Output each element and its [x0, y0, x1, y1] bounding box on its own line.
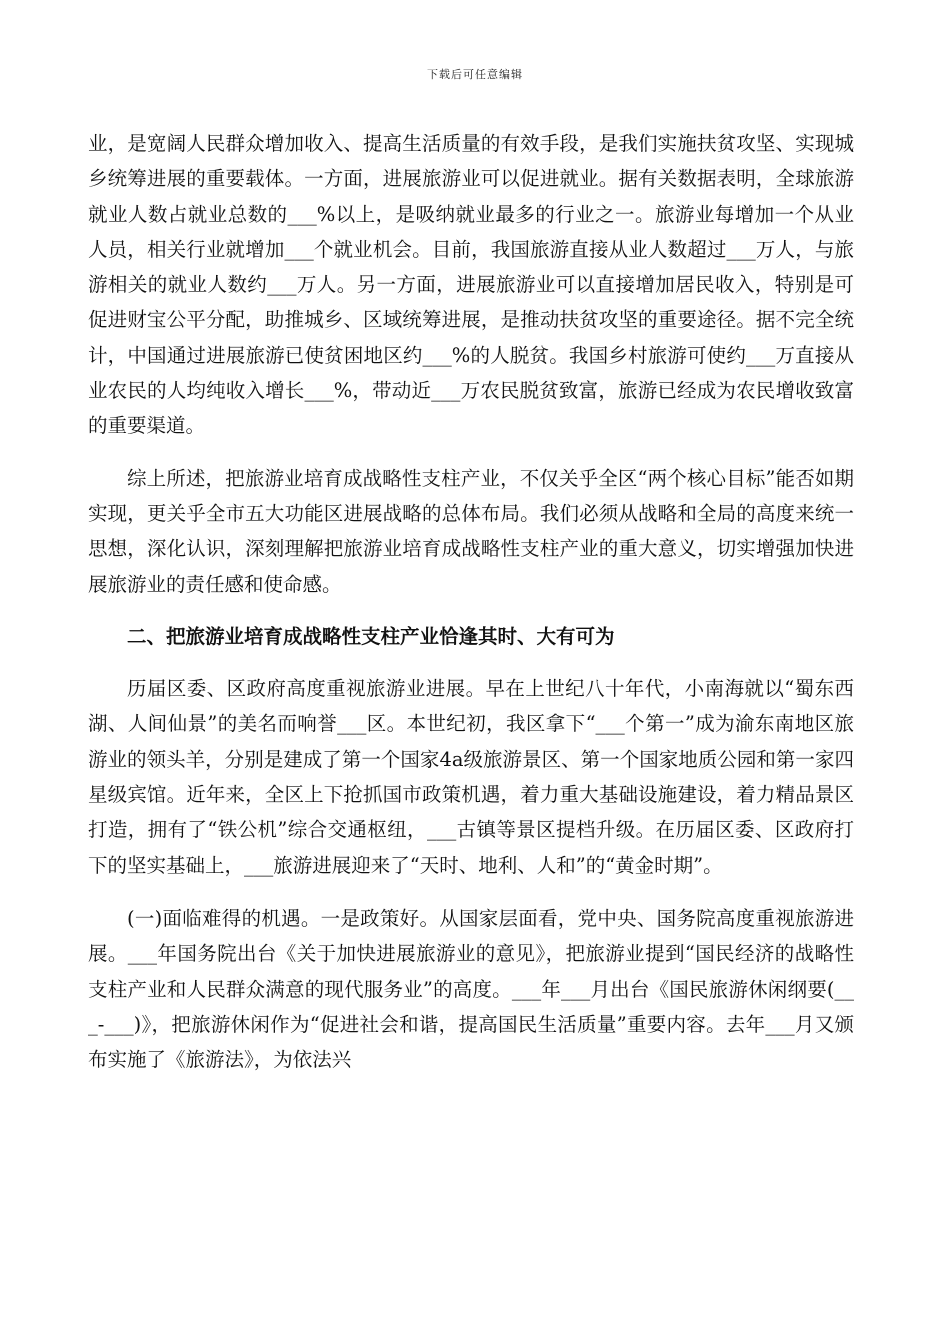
document-body [88, 126, 854, 1077]
section-heading-2: 二、把旅游业培育成战略性支柱产业恰逢其时、大有可为 [127, 624, 615, 648]
paragraph-history: 历届区委、区政府高度重视旅游业进展。早在上世纪八十年代，小南海就以“蜀东西湖、人间仙景”的美名而响誉___区。本世纪初，我区拿下“___个第一”成为渝东南地区旅游业的领头羊，分别是建成了第一个国家4a级旅游景区、第一个国家地质公园和第一家四星级宾馆。近年来，全区上下抢抓国市政策机遇，着力重大基础设施建设，着力精品景区打造，拥有了“铁公机”综合交通枢纽，___古镇等景区提档升级。在历届区委、区政府打下的坚实基础上，___旅游进展迎来了“天时、地利、人和”的“黄金时期”。 [88, 677, 854, 877]
paragraph-employment-income: 业，是宽阔人民群众增加收入、提高生活质量的有效手段，是我们实施扶贫攻坚、实现城乡统筹进展的重要载体。一方面，进展旅游业可以促进就业。据有关数据表明，全球旅游就业人数占就业总数的___%以上，是吸纳就业最多的行业之一。旅游业每增加一个从业人员，相关行业就增加___个就业机会。目前，我国旅游直接从业人数超过___万人，与旅游相关的就业人数约___万人。另一方面，进展旅游业可以直接增加居民收入，特别是可促进财宝公平分配，助推城乡、区域统筹进展，是推动扶贫攻坚的重要途径。据不完全统计，中国通过进展旅游已使贫困地区约___%的人脱贫。我国乡村旅游可使约___万直接从业农民的人均纯收入增长___%，带动近___万农民脱贫致富，旅游已经成为农民增收致富的重要渠道。 [88, 132, 854, 438]
paragraph-summary: 综上所述，把旅游业培育成战略性支柱产业，不仅关乎全区“两个核心目标”能否如期实现，更关乎全市五大功能区进展战略的总体布局。我们必须从战略和全局的高度来统一思想，深化认识，深刻理解把旅游业培育成战略性支柱产业的重大意义，切实增强加快进展旅游业的责任感和使命感。 [88, 466, 854, 596]
page-header: 下载后可任意编辑 [427, 68, 523, 81]
paragraph-opportunities: (一)面临难得的机遇。一是政策好。从国家层面看，党中央、国务院高度重视旅游进展。___年国务院出台《关于加快进展旅游业的意见》，把旅游业提到“国民经济的战略性支柱产业和人民群众满意的现代服务业”的高度。___年___月出台《国民旅游休闲纲要(___-___)》，把旅游休闲作为“促进社会和谐，提高国民生活质量”重要内容。去年___月又颁布实施了《旅游法》，为依法兴 [88, 906, 854, 1072]
